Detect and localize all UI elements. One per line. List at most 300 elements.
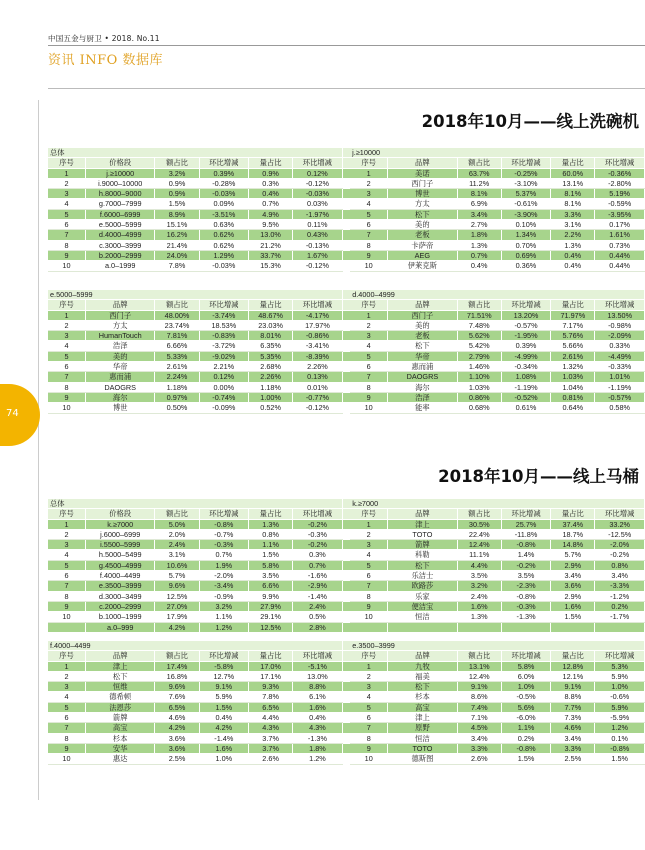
column-header: 环比增减	[199, 158, 248, 168]
table-cell: 欧路莎	[388, 581, 458, 591]
toilet-table-brands	[48, 641, 645, 765]
column-gap	[342, 682, 350, 692]
table-cell: 3.4%	[551, 733, 595, 743]
table-cell: 10	[48, 261, 85, 271]
table-cell: 0.00%	[199, 382, 248, 392]
issue-header: 中国五金与厨卫 • 2018. No.11	[48, 34, 160, 43]
column-gap	[342, 290, 350, 300]
table-cell: 6	[350, 362, 387, 372]
table-cell: -0.6%	[595, 692, 645, 702]
table-cell: 3.5%	[249, 571, 293, 581]
table-cell: 24.0%	[155, 250, 199, 260]
table-cell: 10	[350, 403, 387, 413]
table-cell: 5.9%	[595, 702, 645, 712]
table-cell: 7.17%	[551, 320, 595, 330]
column-gap	[342, 240, 350, 250]
table-cell: DAOGRS	[85, 382, 155, 392]
table-cell: 0.4%	[249, 189, 293, 199]
table-cell: 4.2%	[155, 723, 199, 733]
table-cell: 0.8%	[595, 560, 645, 570]
table-cell: 松下	[388, 341, 458, 351]
section-rule	[48, 88, 645, 89]
table-row	[48, 320, 645, 330]
column-gap	[342, 581, 350, 591]
table-cell: 5.9%	[199, 692, 248, 702]
column-gap	[342, 622, 350, 632]
table-cell: -1.97%	[293, 209, 343, 219]
table-cell: 2.26%	[249, 372, 293, 382]
table-cell: 8.1%	[551, 189, 595, 199]
table-cell: 9	[48, 392, 85, 402]
table-cell: 5.9%	[595, 671, 645, 681]
table-cell: 2.24%	[155, 372, 199, 382]
column-header: 环比增减	[501, 509, 550, 519]
table-cell: -0.52%	[501, 392, 550, 402]
table-cell: 12.8%	[551, 661, 595, 671]
column-gap	[342, 702, 350, 712]
table-cell: 14.8%	[551, 540, 595, 550]
table-row	[48, 519, 645, 529]
table-cell: 1.2%	[293, 754, 343, 764]
table-cell: 1.3%	[457, 240, 501, 250]
column-gap	[342, 300, 350, 310]
table-cell: 9	[350, 601, 387, 611]
table-cell: 0.4%	[551, 250, 595, 260]
table-cell: 海尔	[388, 382, 458, 392]
table-cell: 5.37%	[501, 189, 550, 199]
table-cell: 6.35%	[249, 341, 293, 351]
left-group-label: 总体	[48, 148, 342, 158]
column-gap	[342, 209, 350, 219]
column-gap	[342, 713, 350, 723]
table-cell: 0.44%	[595, 261, 645, 271]
table-row	[48, 382, 645, 392]
table-cell: 9.1%	[551, 682, 595, 692]
table-cell: 11.1%	[457, 550, 501, 560]
table-cell: -1.3%	[501, 612, 550, 622]
column-gap	[342, 671, 350, 681]
table-cell: 0.12%	[199, 372, 248, 382]
table-cell: 5	[48, 702, 85, 712]
column-header: 量占比	[249, 651, 293, 661]
table-cell: 0.73%	[595, 240, 645, 250]
table-cell: -0.09%	[199, 403, 248, 413]
column-gap	[342, 612, 350, 622]
table-cell: 惠而浦	[388, 362, 458, 372]
table-row	[48, 733, 645, 743]
table-cell: 9.1%	[457, 682, 501, 692]
table-cell: 8	[350, 591, 387, 601]
table-row	[48, 168, 645, 178]
table-cell: -9.02%	[199, 351, 248, 361]
table-cell: j.≥10000	[85, 168, 155, 178]
table-cell: 7	[48, 581, 85, 591]
table-cell: 0.50%	[155, 403, 199, 413]
table-cell: 48.67%	[249, 310, 293, 320]
table-cell: 8	[48, 382, 85, 392]
table-cell: 1.8%	[457, 230, 501, 240]
table-cell: 2.2%	[551, 230, 595, 240]
table-cell: 九牧	[388, 661, 458, 671]
table-cell: 1	[350, 519, 387, 529]
table-cell: 1.3%	[249, 519, 293, 529]
table-row	[48, 571, 645, 581]
table-cell: 0.39%	[501, 341, 550, 351]
table-header-row	[48, 651, 645, 661]
table-cell: 7.6%	[155, 692, 199, 702]
table-cell: 23.03%	[249, 320, 293, 330]
table-cell: 0.13%	[293, 372, 343, 382]
table-cell: 0.4%	[199, 713, 248, 723]
column-header: 环比增减	[293, 158, 343, 168]
table-cell: 9.5%	[249, 220, 293, 230]
table-cell: -0.8%	[595, 743, 645, 753]
column-header: 环比增减	[293, 300, 343, 310]
table-row	[48, 713, 645, 723]
table-cell: 0.9%	[155, 178, 199, 188]
table-cell: 1.5%	[501, 754, 550, 764]
table-cell: 0.09%	[199, 199, 248, 209]
table-cell	[48, 622, 85, 632]
table-cell: 0.4%	[551, 261, 595, 271]
table-cell: 1.6%	[199, 743, 248, 753]
table-row	[48, 692, 645, 702]
table-cell: 6.1%	[293, 692, 343, 702]
table-cell: 0.9%	[155, 189, 199, 199]
table-header-row	[48, 300, 645, 310]
column-header: 品牌	[388, 509, 458, 519]
table-cell: f.4000–4499	[85, 571, 155, 581]
column-header: 价格段	[85, 509, 155, 519]
table-cell: 4.2%	[199, 723, 248, 733]
table-cell: 13.1%	[551, 178, 595, 188]
table-cell: 松下	[85, 671, 155, 681]
table-cell: 3.7%	[249, 743, 293, 753]
table-cell: 0.8%	[249, 529, 293, 539]
table-row	[48, 671, 645, 681]
column-header: 额占比	[457, 158, 501, 168]
table-cell: 3.7%	[249, 733, 293, 743]
table-cell: 21.4%	[155, 240, 199, 250]
table-cell: 3	[350, 682, 387, 692]
table-cell: -0.74%	[199, 392, 248, 402]
table-cell: 1.03%	[457, 382, 501, 392]
table-cell: 8	[350, 382, 387, 392]
table-row	[48, 250, 645, 260]
column-header: 环比增减	[595, 509, 645, 519]
table-cell: 0.7%	[249, 199, 293, 209]
table-row	[48, 178, 645, 188]
table-row	[48, 591, 645, 601]
column-gap	[342, 723, 350, 733]
table-cell: 6	[350, 713, 387, 723]
dishwasher-title: 2018年10月——线上洗碗机	[421, 112, 639, 131]
table-cell: 西门子	[388, 310, 458, 320]
table-row	[48, 661, 645, 671]
table-row	[48, 310, 645, 320]
column-gap	[342, 571, 350, 581]
table-cell: 2.68%	[249, 362, 293, 372]
table-cell: 1	[350, 310, 387, 320]
table-cell: d.4000–4999	[85, 230, 155, 240]
table-cell: -4.49%	[595, 351, 645, 361]
table-cell: 2.6%	[457, 754, 501, 764]
table-cell: -1.4%	[199, 733, 248, 743]
table-cell: 6.9%	[457, 199, 501, 209]
table-cell: f.6000–6999	[85, 209, 155, 219]
table-cell: -0.03%	[199, 189, 248, 199]
table-cell: 11.2%	[457, 178, 501, 188]
table-cell: 9	[48, 601, 85, 611]
table-cell: 福美	[388, 671, 458, 681]
table-cell: h.8000–9000	[85, 189, 155, 199]
table-cell: 2	[48, 320, 85, 330]
table-cell: 9.1%	[199, 682, 248, 692]
table-cell: -0.25%	[501, 168, 550, 178]
table-cell: 1.08%	[501, 372, 550, 382]
table-cell: 1.5%	[551, 612, 595, 622]
column-gap	[342, 550, 350, 560]
table-header-row	[48, 509, 645, 519]
table-label-row	[48, 499, 645, 509]
table-cell: -3.74%	[199, 310, 248, 320]
table-cell: -1.2%	[595, 591, 645, 601]
table-cell: 7	[350, 372, 387, 382]
table-cell: 4.6%	[551, 723, 595, 733]
table-cell: 3.6%	[551, 581, 595, 591]
table-cell: -1.6%	[293, 571, 343, 581]
table-cell: b.1000–1999	[85, 612, 155, 622]
table-cell: b.2000–2999	[85, 250, 155, 260]
column-gap	[342, 519, 350, 529]
table-row	[48, 754, 645, 764]
table-cell: 27.0%	[155, 601, 199, 611]
table-cell: 3.3%	[551, 743, 595, 753]
table-cell: 1.46%	[457, 362, 501, 372]
table-cell: 0.12%	[293, 168, 343, 178]
column-gap	[342, 560, 350, 570]
table-cell: 1.04%	[551, 382, 595, 392]
table-cell: 4.3%	[293, 723, 343, 733]
table-row	[48, 682, 645, 692]
right-group-label: k.≥7000	[350, 499, 644, 509]
table-cell: 0.64%	[551, 403, 595, 413]
table-cell: 方太	[388, 199, 458, 209]
table-row	[48, 341, 645, 351]
table-row	[48, 403, 645, 413]
table-cell: 9.6%	[155, 682, 199, 692]
table-cell: h.5000–5499	[85, 550, 155, 560]
table-cell: 8	[350, 733, 387, 743]
table-cell: 15.3%	[249, 261, 293, 271]
table-cell: 松下	[388, 209, 458, 219]
table-cell: 4.9%	[249, 209, 293, 219]
table-cell: 乐洁士	[388, 571, 458, 581]
table-cell: 1.34%	[501, 230, 550, 240]
table-cell: 0.68%	[457, 403, 501, 413]
table-cell: 15.1%	[155, 220, 199, 230]
table-cell: -0.12%	[293, 178, 343, 188]
table-cell: 便洁宝	[388, 601, 458, 611]
table-cell: 8.9%	[155, 209, 199, 219]
table-cell: 能率	[388, 403, 458, 413]
table-row	[48, 220, 645, 230]
table-cell: 法恩莎	[85, 702, 155, 712]
table-cell: 浩泽	[85, 341, 155, 351]
table-cell: 美的	[388, 320, 458, 330]
table-cell: 恒维	[85, 682, 155, 692]
table-cell: 8	[350, 240, 387, 250]
table-cell: 0.69%	[501, 250, 550, 260]
table-cell: 5.35%	[249, 351, 293, 361]
table-cell: 0.1%	[595, 733, 645, 743]
table-cell: -3.72%	[199, 341, 248, 351]
column-header: 序号	[350, 300, 387, 310]
table-cell: 33.2%	[595, 519, 645, 529]
table-cell: 1.0%	[501, 682, 550, 692]
table-cell: 2.21%	[199, 362, 248, 372]
table-cell: 2	[350, 671, 387, 681]
left-group-label: 总体	[48, 499, 342, 509]
table-cell: -8.39%	[293, 351, 343, 361]
table-cell: -1.95%	[501, 331, 550, 341]
table-cell: 3.2%	[155, 168, 199, 178]
table-cell: -0.3%	[501, 601, 550, 611]
table-cell: 博世	[85, 403, 155, 413]
table-cell: 3.6%	[155, 743, 199, 753]
table-cell: 4	[350, 692, 387, 702]
column-header: 序号	[48, 651, 85, 661]
table-row	[48, 209, 645, 219]
table-cell: 0.43%	[293, 230, 343, 240]
table-cell: 3.2%	[457, 581, 501, 591]
table-cell: -3.90%	[501, 209, 550, 219]
table-cell: 高宝	[388, 702, 458, 712]
table-cell: 箭牌	[85, 713, 155, 723]
table-cell: 1.00%	[249, 392, 293, 402]
table-cell: 8	[48, 591, 85, 601]
table-cell: 1.18%	[155, 382, 199, 392]
table-row	[48, 529, 645, 539]
table-label-row	[48, 148, 645, 158]
table-cell: 老板	[388, 230, 458, 240]
table-cell: -3.51%	[199, 209, 248, 219]
column-gap	[342, 351, 350, 361]
toilet-table-overall	[48, 499, 645, 633]
table-cell: 60.0%	[551, 168, 595, 178]
table-cell: 8.1%	[551, 199, 595, 209]
column-header: 序号	[350, 158, 387, 168]
column-header: 量占比	[551, 509, 595, 519]
table-cell: 华帝	[388, 351, 458, 361]
table-cell: 17.97%	[293, 320, 343, 330]
table-cell: 浩泽	[388, 392, 458, 402]
table-cell: -0.34%	[501, 362, 550, 372]
column-header: 环比增减	[199, 509, 248, 519]
column-gap	[342, 591, 350, 601]
table-cell: 华帝	[85, 362, 155, 372]
table-cell: 5.62%	[457, 331, 501, 341]
table-cell: 1.5%	[199, 702, 248, 712]
table-row	[48, 331, 645, 341]
column-header: 量占比	[249, 509, 293, 519]
table-cell: 4	[48, 692, 85, 702]
table-cell: -0.36%	[595, 168, 645, 178]
table-cell: 惠而浦	[85, 372, 155, 382]
column-header: 环比增减	[293, 509, 343, 519]
table-cell: j.6000–6999	[85, 529, 155, 539]
table-cell: 2	[48, 529, 85, 539]
table-cell: 5	[350, 702, 387, 712]
table-cell: 5.7%	[551, 550, 595, 560]
table-cell: 17.1%	[249, 671, 293, 681]
table-cell: 5.33%	[155, 351, 199, 361]
table-cell: 7.7%	[551, 702, 595, 712]
table-row	[48, 372, 645, 382]
table-cell: 1.67%	[293, 250, 343, 260]
table-cell: 德希顿	[85, 692, 155, 702]
table-cell	[388, 622, 458, 632]
table-cell: -0.33%	[595, 362, 645, 372]
table-cell: 2.79%	[457, 351, 501, 361]
table-cell: 21.2%	[249, 240, 293, 250]
dishwasher-table-brands	[48, 290, 645, 414]
table-cell: 7.81%	[155, 331, 199, 341]
column-gap	[342, 692, 350, 702]
column-header: 环比增减	[595, 651, 645, 661]
table-row	[48, 261, 645, 271]
table-cell: 48.00%	[155, 310, 199, 320]
table-cell: 25.7%	[501, 519, 550, 529]
table-cell: 4	[48, 341, 85, 351]
table-cell: g.7000–7999	[85, 199, 155, 209]
table-cell: 2.61%	[155, 362, 199, 372]
header-rule	[48, 45, 645, 46]
table-cell: -0.8%	[501, 591, 550, 601]
table-cell: 7.4%	[457, 702, 501, 712]
table-cell: -5.1%	[293, 661, 343, 671]
table-cell: 3.4%	[551, 571, 595, 581]
table-cell: -0.77%	[293, 392, 343, 402]
table-cell: 6	[48, 362, 85, 372]
right-group-label: e.3500–3999	[350, 641, 644, 651]
table-cell: -12.5%	[595, 529, 645, 539]
table-cell: 4.4%	[457, 560, 501, 570]
table-cell: 津上	[388, 713, 458, 723]
table-cell: 10	[350, 754, 387, 764]
table-cell: -0.2%	[293, 540, 343, 550]
table-cell: -2.0%	[595, 540, 645, 550]
table-cell: 4	[350, 341, 387, 351]
table-row	[48, 622, 645, 632]
table-cell: 27.9%	[249, 601, 293, 611]
column-header: 品牌	[85, 300, 155, 310]
table-header-row	[48, 158, 645, 168]
table-cell: 10	[48, 612, 85, 622]
table-cell: 7.48%	[457, 320, 501, 330]
table-cell: 16.8%	[155, 671, 199, 681]
table-cell: -0.8%	[199, 519, 248, 529]
table-cell: a.0–1999	[85, 261, 155, 271]
column-gap	[342, 499, 350, 509]
column-gap	[342, 540, 350, 550]
table-cell: -1.19%	[501, 382, 550, 392]
table-cell: 2.5%	[155, 754, 199, 764]
table-cell: -1.19%	[595, 382, 645, 392]
table-cell: 5	[48, 351, 85, 361]
table-cell: 美诺	[388, 168, 458, 178]
table-cell: 2	[48, 178, 85, 188]
